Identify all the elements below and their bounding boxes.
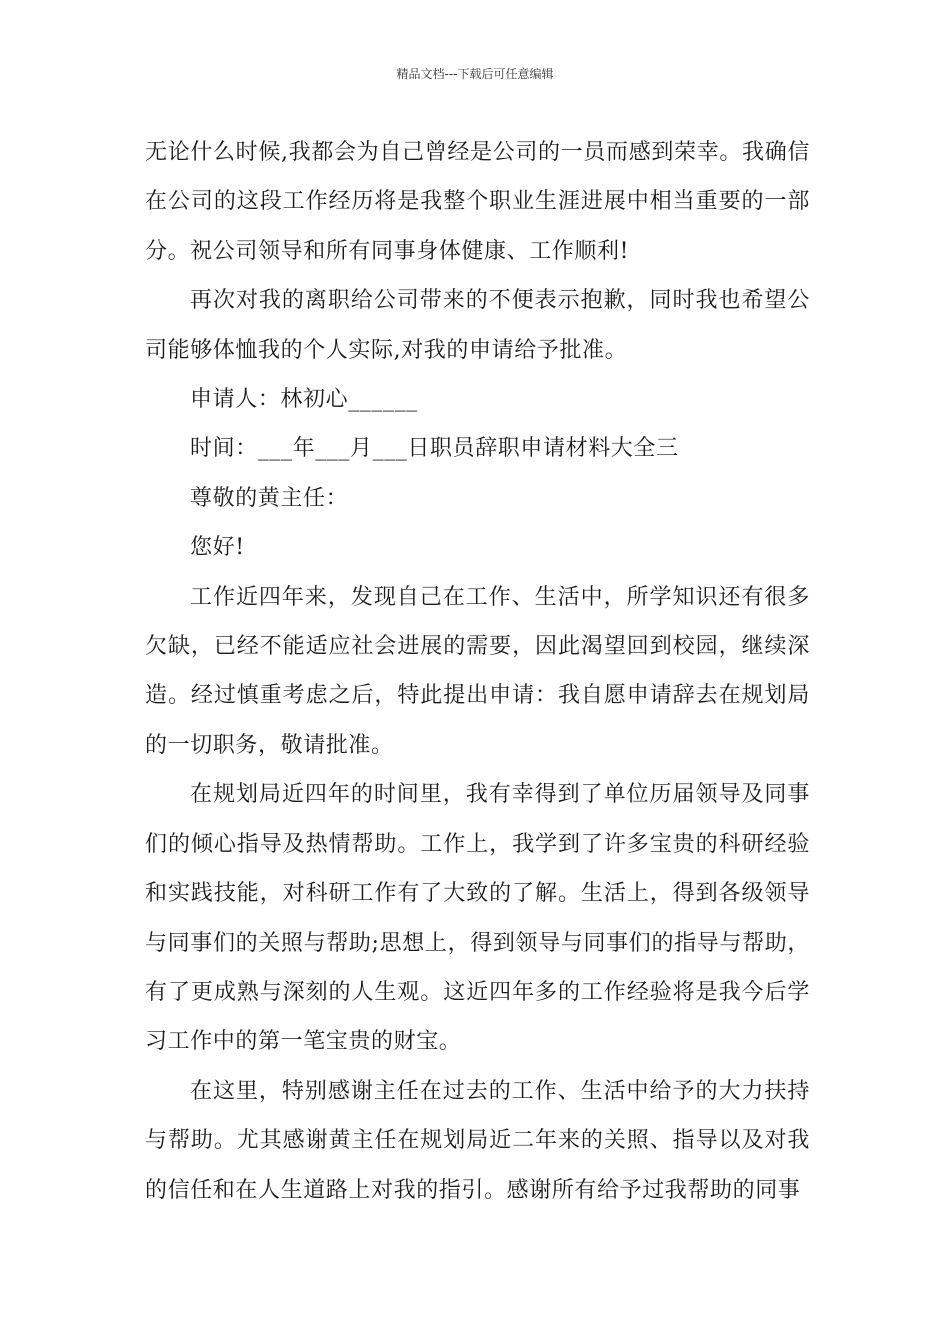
paragraph-reason: 工作近四年来，发现自己在工作、生活中，所学知识还有很多欠缺，已经不能适应社会进展的需要，因此渴望回到校园，继续深造。经过慎重考虑之后，特此提出申请：我自愿申请辞去在规划局的一切职务，敬请批准。 [145, 584, 810, 758]
date-line: 时间：___年___月___日职员辞职申请材料大全三 [190, 436, 679, 462]
paragraph-gratitude: 在规划局近四年的时间里，我有幸得到了单位历届领导及同事们的倾心指导及热情帮助。工作上，我学到了许多宝贵的科研经验和实践技能，对科研工作有了大致的了解。生活上，得到各级领导与同事们的关照与帮助;思想上，得到领导与同事们的指导与帮助，有了更成熟与深刻的人生观。这近四年多的工作经验将是我今后学习工作中的第一笔宝贵的财宝。 [145, 782, 810, 1055]
salutation: 尊敬的黄主任： [190, 485, 349, 511]
page-header: 精品文档---下载后可任意编辑 [396, 67, 554, 81]
paragraph-closing-wishes: 无论什么时候,我都会为自己曾经是公司的一员而感到荣幸。我确信在公司的这段工作经历将是我整个职业生涯进展中相当重要的一部分。祝公司领导和所有同事身体健康、工作顺利! [145, 140, 810, 264]
applicant-line: 申请人：林初心______ [190, 387, 418, 413]
greeting: 您好! [190, 535, 245, 561]
paragraph-apology: 再次对我的离职给公司带来的不便表示抱歉，同时我也希望公司能够体恤我的个人实际,对我的申请给予批准。 [145, 288, 810, 363]
document-body [145, 128, 810, 1215]
paragraph-thanks: 在这里，特别感谢主任在过去的工作、生活中给予的大力扶持与帮助。尤其感谢黄主任在规划局近二年来的关照、指导以及对我的信任和在人生道路上对我的指引。感谢所有给予过我帮助的同事 [145, 1078, 810, 1203]
